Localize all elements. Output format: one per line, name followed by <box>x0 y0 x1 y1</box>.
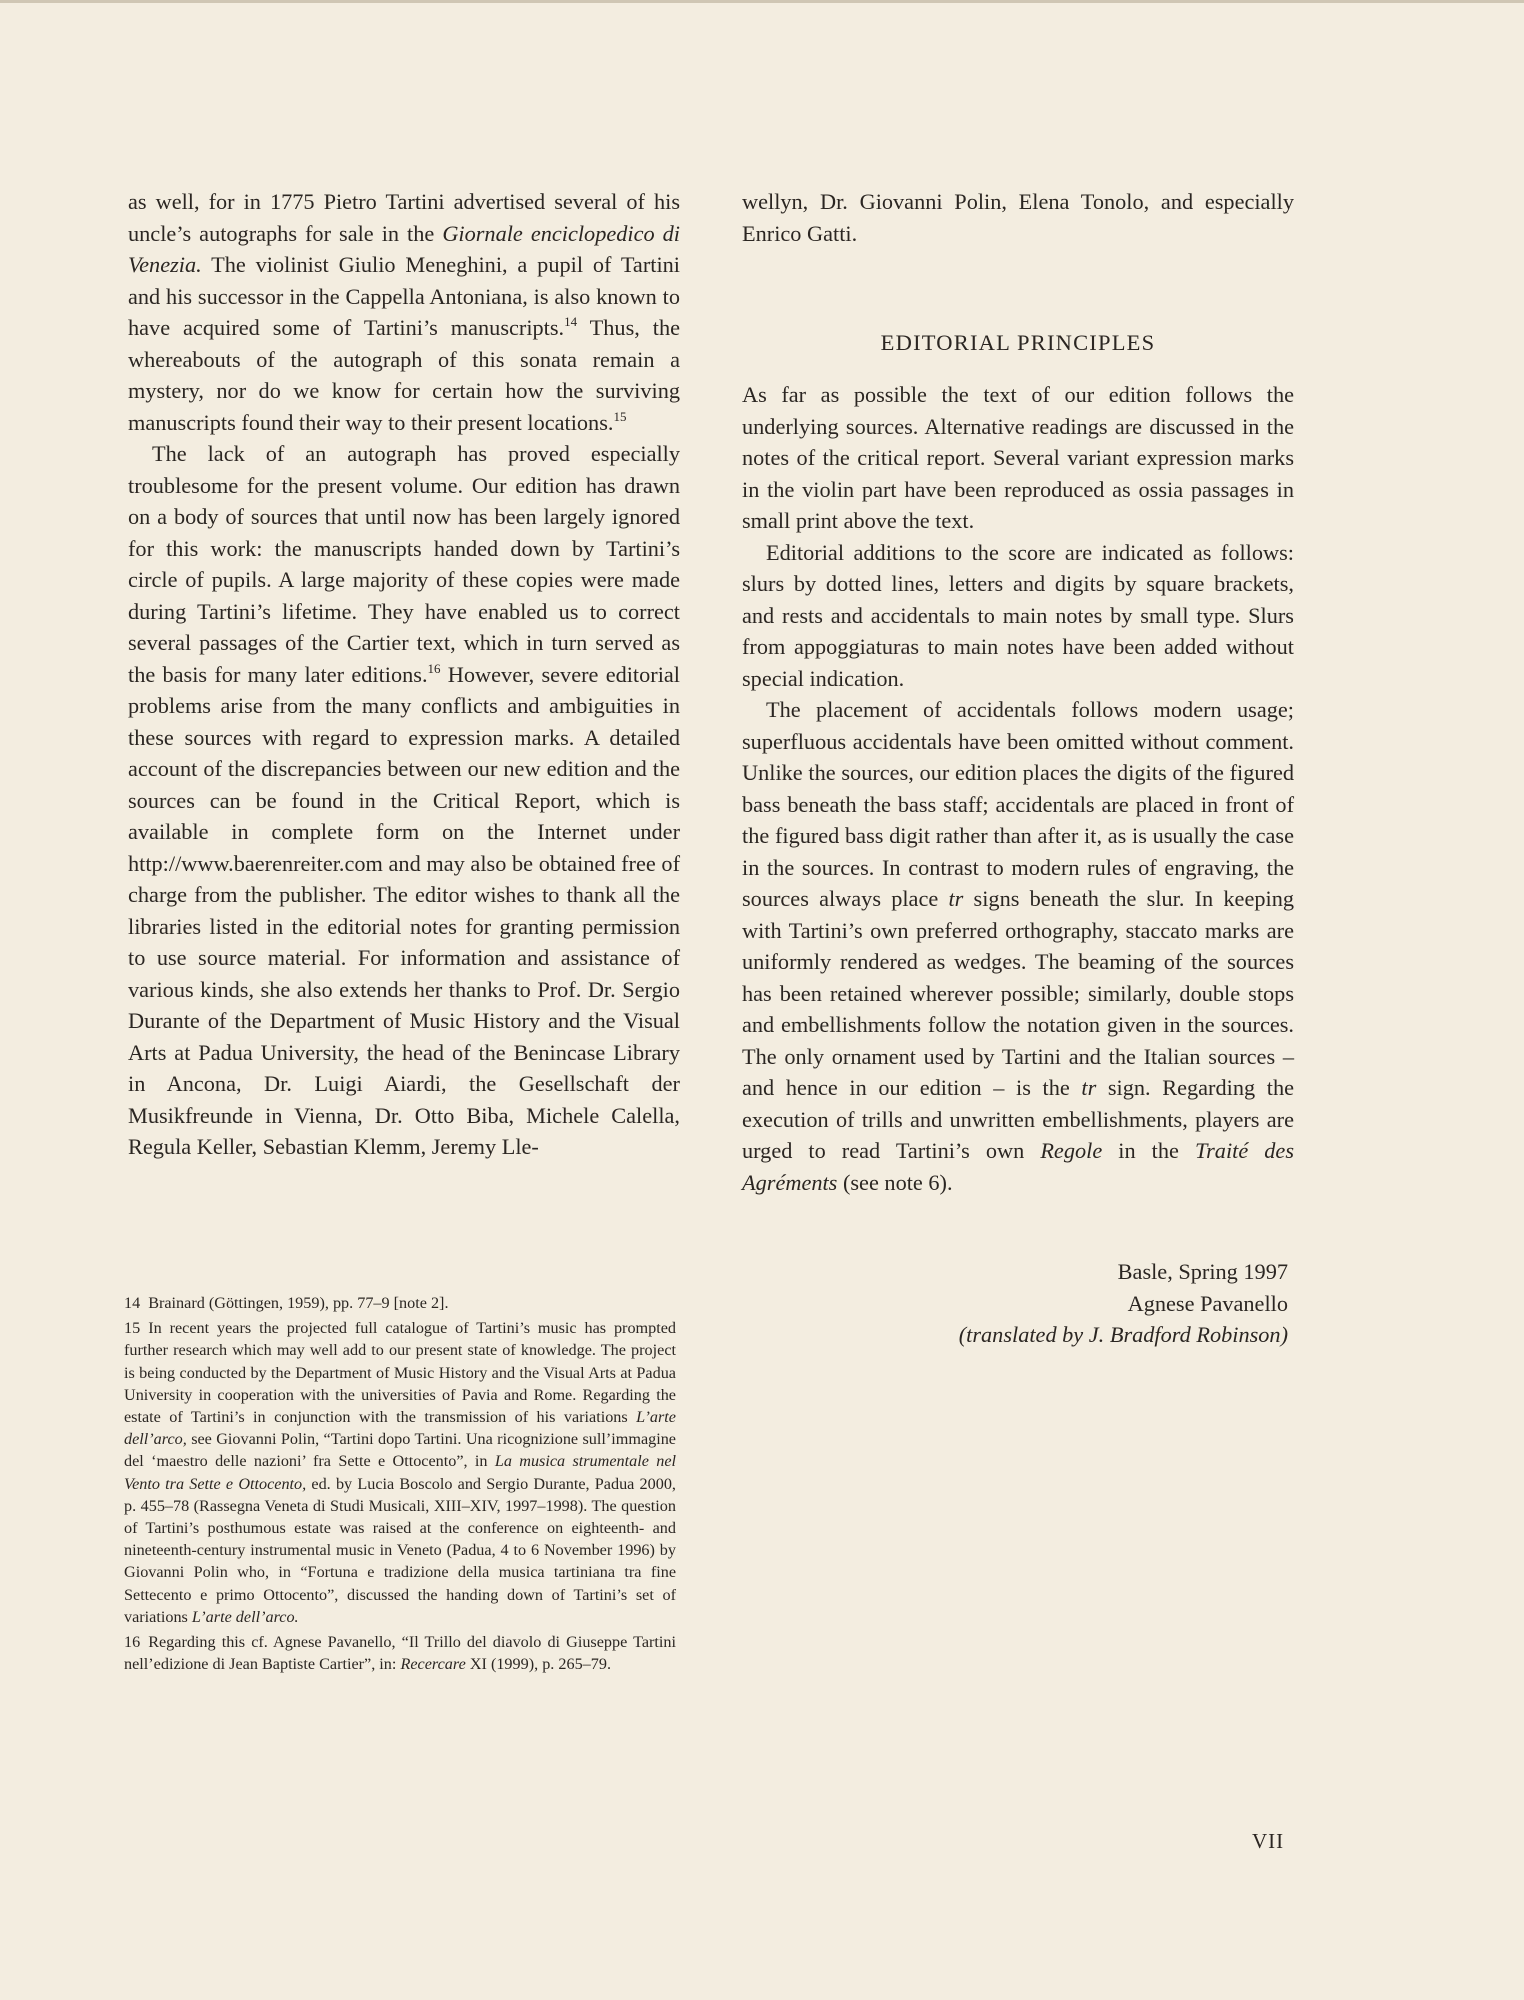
paragraph-accidentals-ornaments: The placement of accidentals follows modern usage; superfluous accidentals have been omitted without comment. Unlike the sources, our edition places the digits of the figured bass beneath the bass staff; accidentals are placed in front of the figured bass digit rather than after it, as is usually the case in the sources. In contrast to modern rules of engraving, the sources always place tr signs beneath the slur. In keeping with Tartini’s own preferred orthography, staccato marks are uniformly rendered as wedges. The beaming of the sources has been retained wherever possible; similarly, double stops and embellishments follow the notation given in the sources. The only ornament used by Tartini and the Italian sources – and hence in our edition – is the tr sign. Regarding the execution of trills and unwritten embellishments, players are urged to read Tartini’s own Regole in the Traité des Agréments (see note 6). <box>742 697 1295 1195</box>
translator-credit: (translated by J. Bradford Robinson) <box>958 1322 1288 1347</box>
author-name: Agnese Pavanello <box>1127 1290 1288 1316</box>
top-edge-line <box>0 0 1524 3</box>
footnote-16: 16 Regarding this cf. Agnese Pavanello, “Il Trillo del diavolo di Giuseppe Tartini nell’edizione di Jean Baptiste Cartier”, in: Recercare XI (1999), p. 265–79. <box>124 1633 676 1674</box>
paragraph-text-basis: As far as possible the text of our edition follows the underlying sources. Alternative readings are discussed in the notes of the critical report. Several variant expression marks in the violin part have been reproduced as ossia passages in small print above the text. <box>742 382 1294 533</box>
left-text-column <box>128 186 680 1163</box>
section-heading: EDITORIAL PRINCIPLES <box>880 330 1156 355</box>
footnote-ref-14[interactable]: 14 <box>564 314 578 329</box>
paragraph-editorial-additions: Editorial additions to the score are indicated as follows: slurs by dotted lines, letters and digits by square brackets, and rests and accidentals to main notes by small type. Slurs from appoggiaturas to main notes have been added without special indication. <box>742 539 1294 691</box>
paragraph-acknowledgements-continued: wellyn, Dr. Giovanni Polin, Elena Tonolo, and especially Enrico Gatti. <box>742 189 1294 246</box>
footnotes <box>124 1292 676 1675</box>
editorial-principles-body <box>742 379 1294 1198</box>
paragraph-sources: The lack of an autograph has proved especially troublesome for the present volume. Our edition has drawn on a body of sources that until now has been largely ignored for this work: the manuscripts handed down by Tartini’s circle of pupils. A large majority of these copies were made during Tartini’s lifetime. They have enabled us to correct several passages of the Cartier text, which in turn served as the basis for many later editions.$^{16}$ However, severe editorial problems arise from the many conflicts and ambiguities in these sources with regard to expression marks. A detailed account of the discrepancies between our new edition and the sources can be found in the Critical Report, which is available in complete form on the Internet under http://www.baerenreiter.com and may also be obtained free of charge from the publisher. The editor wishes to thank all the libraries listed in the editorial notes for granting permission to use source material. For information and assistance of various kinds, she also extends her thanks to Prof. Dr. Sergio Durante of the Department of Music History and the Visual Arts at Padua University, the head of the Benincase Library in Ancona, Dr. Luigi Aiardi, the Gesellschaft der Musikfreunde in Vienna, Dr. Otto Biba, Michele Calella, Regula Keller, Sebastian Klemm, Jeremy Lle- <box>128 441 680 1159</box>
place-date: Basle, Spring 1997 <box>1117 1259 1288 1284</box>
footnote-15: 15 In recent years the projected full catalogue of Tartini’s music has prompted further research which may well add to our present state of knowledge. The project is being conducted by the Department of Music History and the Visual Arts at Padua University in cooperation with the universities of Pavia and Rome. Regarding the estate of Tartini’s in conjunction with the transmission of his variations L’arte dell’arco, see Giovanni Polin, “Tartini dopo Tartini. Una ricognizione sull’immagine del ‘maestro delle nazioni’ fra Sette e Ottocento”, in La musica strumentale nel Vento tra Sette e Ottocento, ed. by Lucia Boscolo and Sergio Durante, Padua 2000, p. 455–78 (Rassegna Veneta di Studi Musicali, XIII–XIV, 1997–1998). The question of Tartini’s posthumous estate was raised at the conference on eighteenth- and nineteenth-century instrumental music in Veneto (Padua, 4 to 6 November 1996) by Giovanni Polin who, in “Fortuna e tradizione della musica tartiniana tra fine Settecento e primo Ottocento”, discussed the handing down of Tartini’s set of variations L’arte dell’arco. <box>124 1319 676 1626</box>
right-text-column <box>742 186 1294 249</box>
footnote-ref-16[interactable]: 16 <box>427 660 441 676</box>
paragraph-autograph-history: as well, for in 1775 Pietro Tartini advertised several of his uncle’s autographs for sale in the Giornale enciclopedico di Venezia. The violinist Giulio Meneghini, a pupil of Tartini and his successor in the Cappella Antoniana, is also known to have acquired some of Tartini’s manuscripts.$^{14}$ Thus, the whereabouts of the autograph of this sonata remain a mystery, nor do we know for certain how the surviving manuscripts found their way to their present locations.$^{15}$ <box>128 189 680 435</box>
footnote-ref-15[interactable]: 15 <box>613 408 627 424</box>
signature-block <box>742 1256 1288 1351</box>
page-number: VII <box>1252 1829 1285 1853</box>
footnote-14: 14 Brainard (Göttingen, 1959), pp. 77–9 [note 2]. <box>124 1294 449 1312</box>
